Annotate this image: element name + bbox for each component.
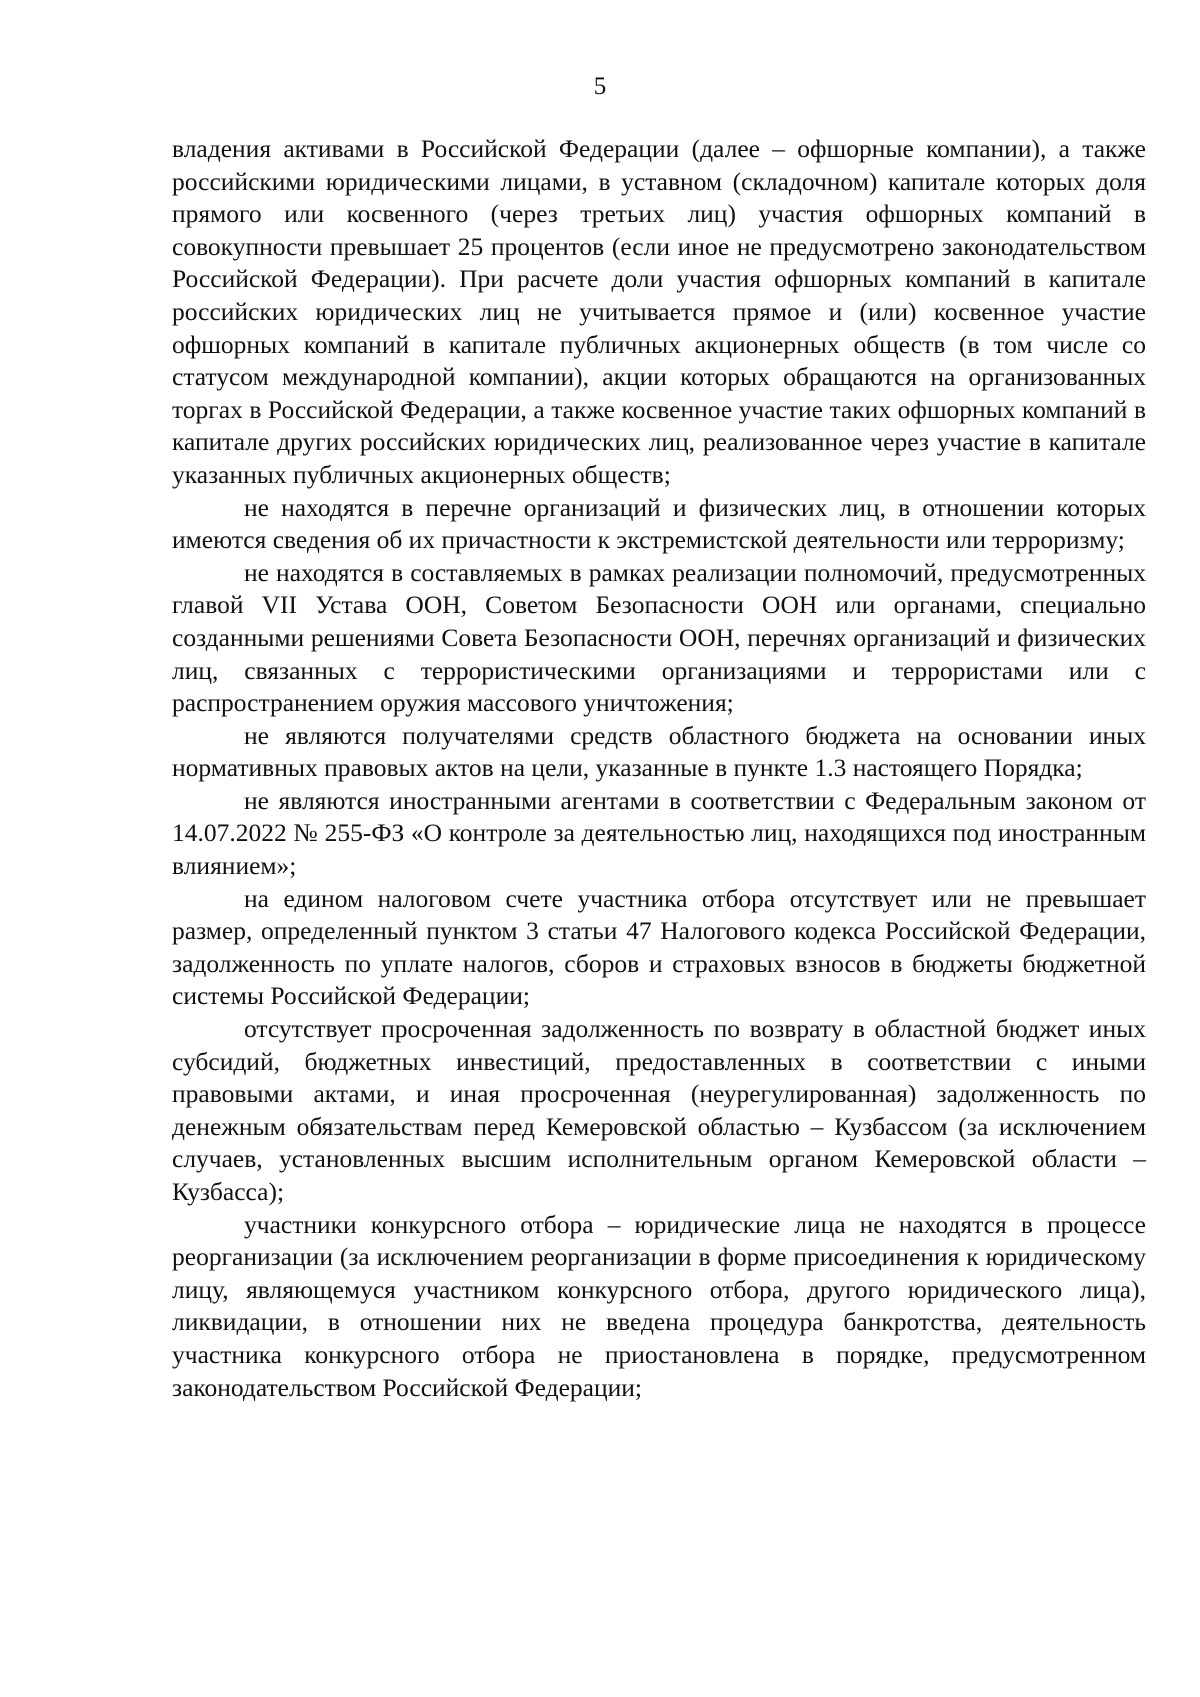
page-number: 5	[593, 73, 607, 100]
paragraph-foreign-agents: не являются иностранными агентами в соответствии с Федеральным законом от 14.07.2022 № 255-ФЗ «О контроле за деятельностью лиц, находящихся под иностранным влиянием»;	[172, 785, 1146, 881]
paragraph-budget-recipients: не являются получателями средств областного бюджета на основании иных нормативных правовых актов на цели, указанные в пункте 1.3 настоящего Порядка;	[172, 720, 1146, 783]
paragraph-reorganization: участники конкурсного отбора – юридические лица не находятся в процессе реорганизации (за исключением реорганизации в форме присоединения к юридическому лицу, являющемуся участником конкурсного отбора, другого юридического лица), ликвидации, в отношении них не введена процедура банкротства, деятельность участника конкурсного отбора не приостановлена в порядке, предусмотренном законодательством Российской Федерации;	[172, 1209, 1146, 1402]
document-body	[172, 133, 1146, 1404]
paragraph-overdue-debt: отсутствует просроченная задолженность по возврату в областной бюджет иных субсидий, бюджетных инвестиций, предоставленных в соответствии с иными правовыми актами, и иная просроченная (неурегулированная) задолженность по денежным обязательствам перед Кемеровской областью – Кузбассом (за исключением случаев, установленных высшим исполнительным органом Кемеровской области – Кузбасса);	[172, 1014, 1146, 1206]
paragraph-tax-account: на едином налоговом счете участника отбора отсутствует или не превышает размер, определенный пунктом 3 статьи 47 Налогового кодекса Российской Федерации, задолженность по уплате налогов, сборов и страховых взносов в бюджеты бюджетной системы Российской Федерации;	[172, 883, 1146, 1011]
paragraph-extremism-list: не находятся в перечне организаций и физических лиц, в отношении которых имеются сведения об их причастности к экстремистской деятельности или терроризму;	[172, 492, 1146, 555]
paragraph-un-sanctions-list: не находятся в составляемых в рамках реализации полномочий, предусмотренных главой VII Устава ООН, Советом Безопасности ООН или органами, специально созданными решениями Совета Безопасности ООН, перечнях организаций и физических лиц, связанных с террористическими организациями и террористами или с распространением оружия массового уничтожения;	[172, 557, 1146, 718]
paragraph-offshore-continuation: владения активами в Российской Федерации (далее – офшорные компании), а также российскими юридическими лицами, в уставном (складочном) капитале которых доля прямого или косвенного (через третьих лиц) участия офшорных компаний в совокупности превышает 25 процентов (если иное не предусмотрено законодательством Российской Федерации). При расчете доли участия офшорных компаний в капитале российских юридических лиц не учитывается прямое и (или) косвенное участие офшорных компаний в капитале публичных акционерных обществ (в том числе со статусом международной компании), акции которых обращаются на организованных торгах в Российской Федерации, а также косвенное участие таких офшорных компаний в капитале других российских юридических лиц, реализованное через участие в капитале указанных публичных акционерных обществ;	[172, 134, 1146, 489]
